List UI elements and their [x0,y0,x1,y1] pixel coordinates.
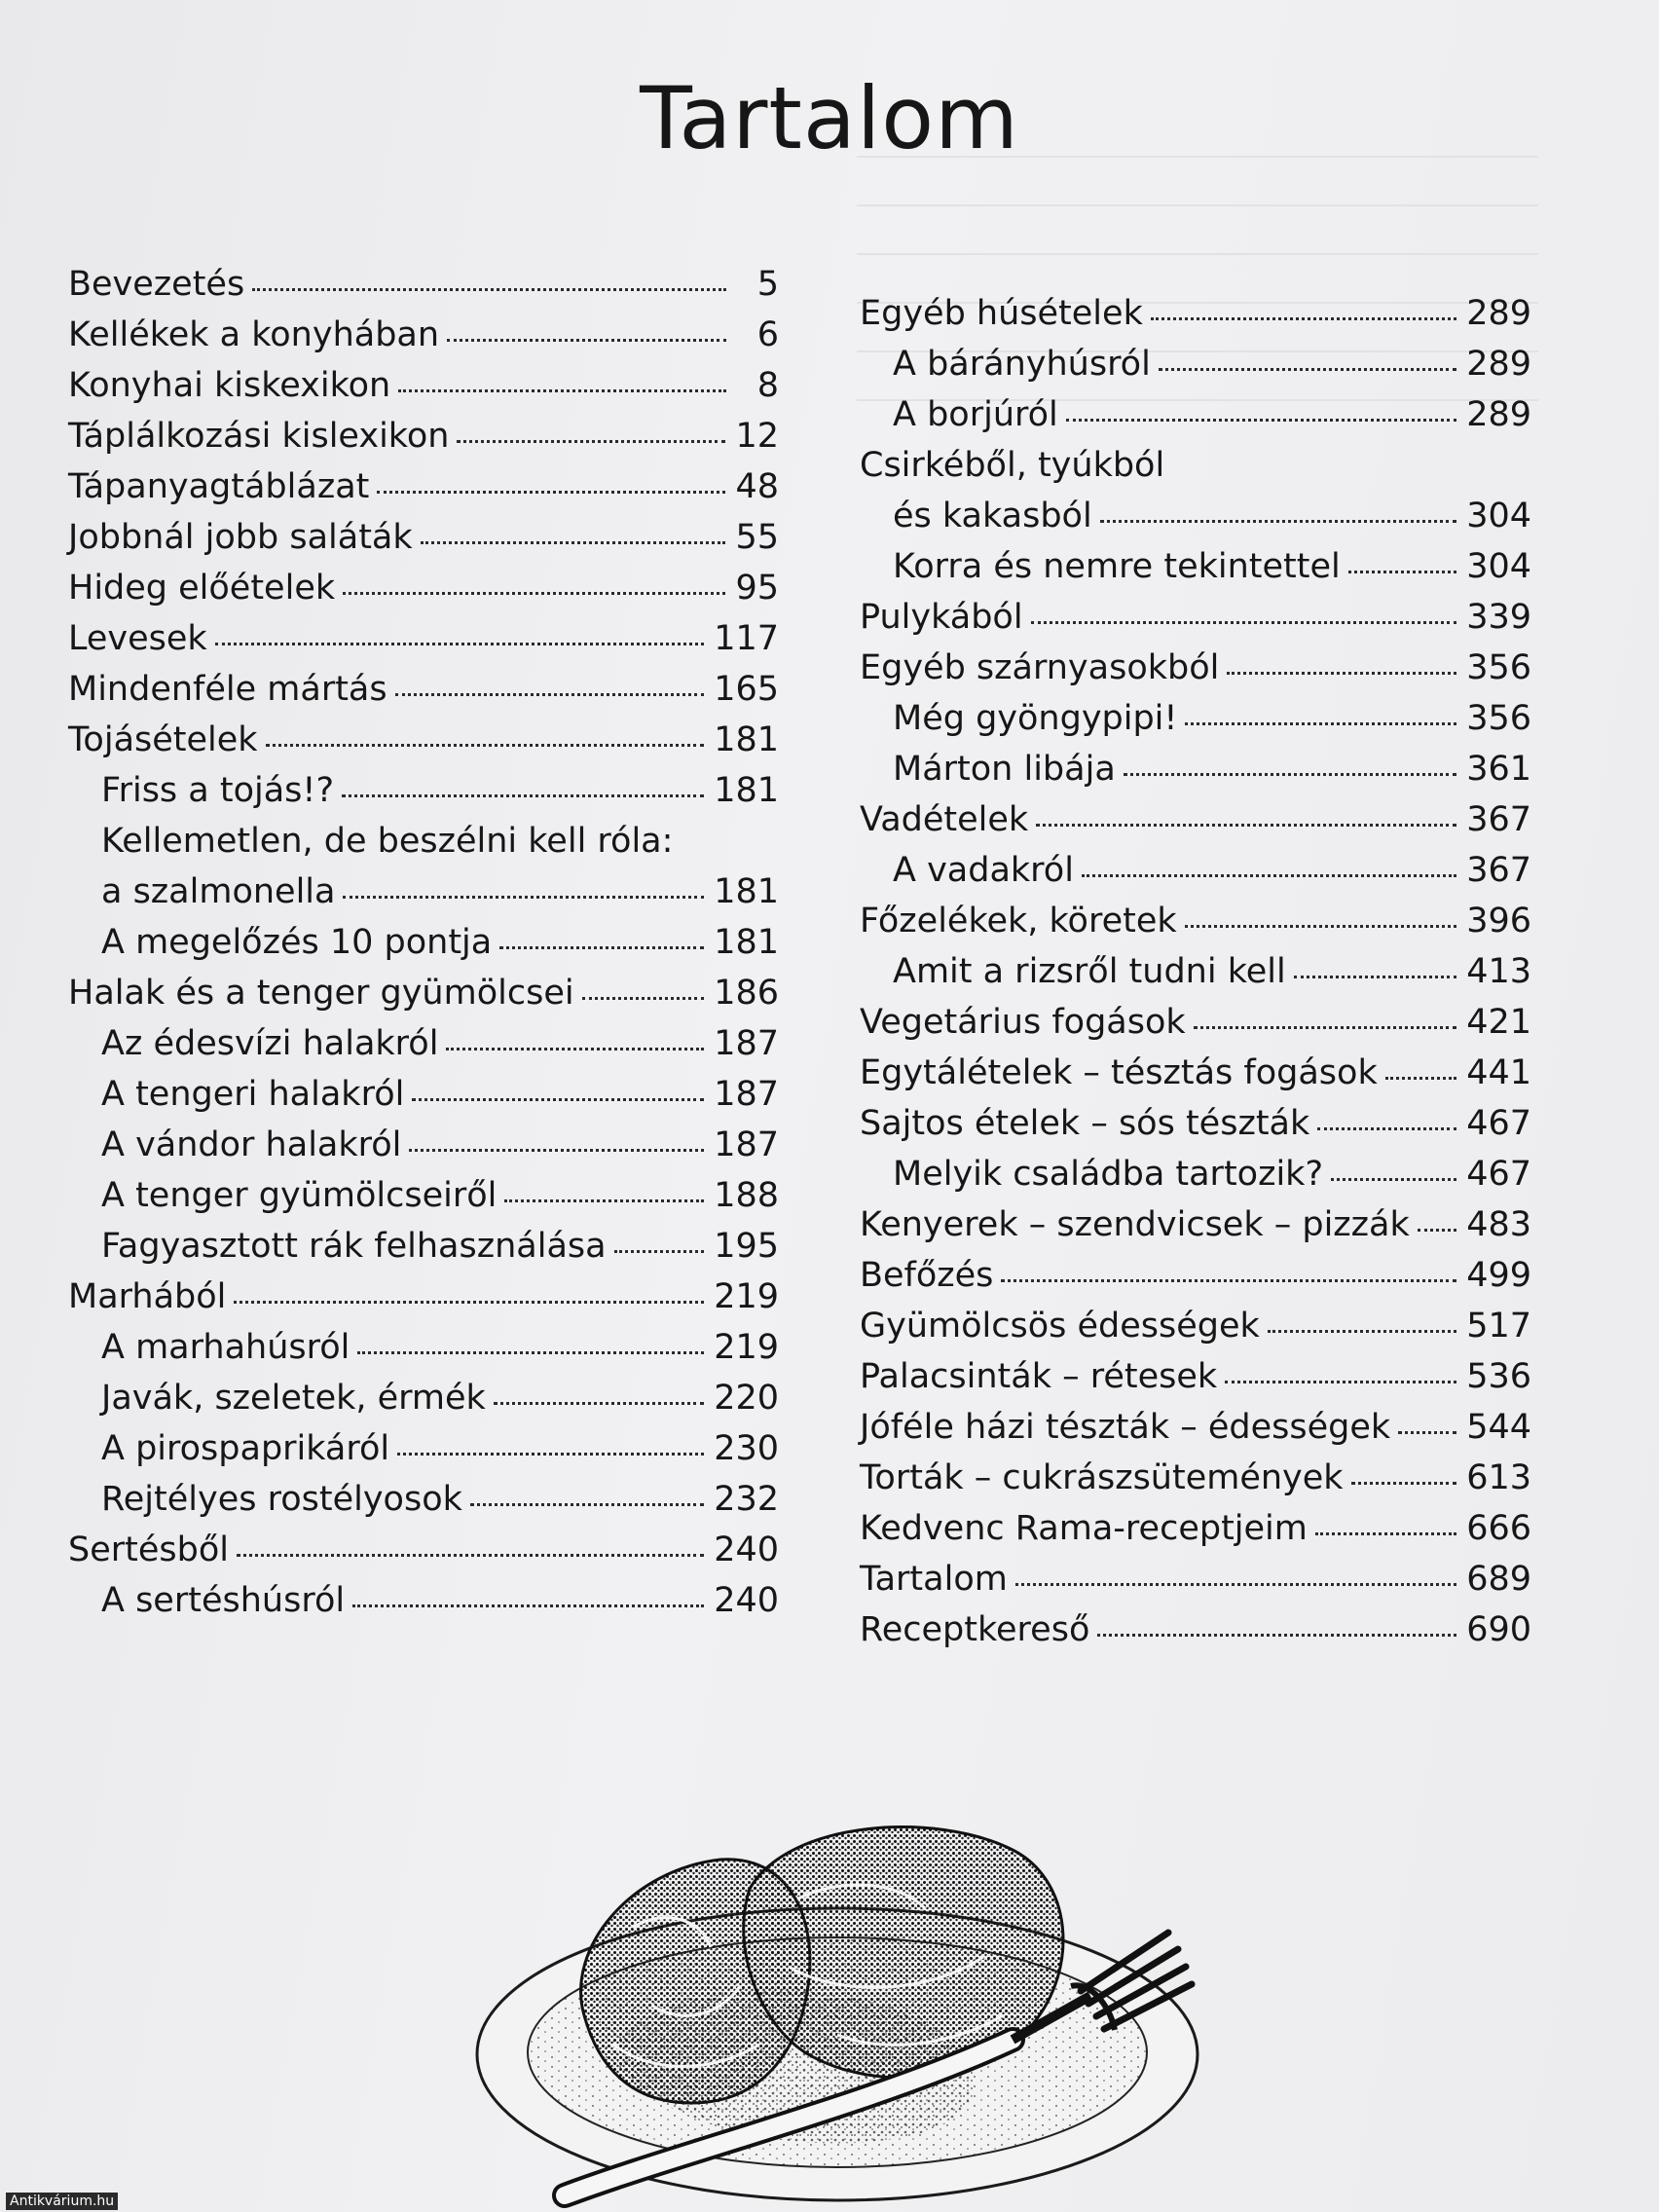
dot-leader [1001,1279,1456,1282]
dot-leader [457,440,725,443]
toc-entry [860,1402,1531,1453]
dot-leader [343,896,704,899]
toc-entry [68,1170,779,1221]
toc-entry [860,339,1531,389]
dot-leader [494,1402,704,1405]
toc-entry-page: 339 [1466,598,1531,637]
toc-entry-title: Bevezetés [68,265,245,304]
toc-entry-title: Receptkereső [860,1610,1090,1649]
toc-entry-title: Gyümölcsös édességek [860,1307,1260,1346]
toc-entry [860,541,1531,592]
dot-leader [352,1604,704,1607]
toc-entry-title: Tápanyagtáblázat [68,467,370,506]
toc-entry-page: 12 [735,417,779,456]
toc-entry-page: 536 [1466,1357,1531,1396]
dot-leader [1031,621,1457,624]
toc-entry [860,1149,1531,1199]
toc-entry-page: 165 [714,670,779,709]
dot-leader [1036,824,1456,827]
toc-entry [860,1453,1531,1503]
toc-entry-page: 304 [1466,547,1531,586]
toc-entry-title: Amit a rizsről tudni kell [893,952,1286,991]
toc-entry-title: Egyéb húsételek [860,294,1143,333]
toc-entry-title: Korra és nemre tekintettel [893,547,1341,586]
dot-leader [1082,874,1456,877]
toc-entry-title: Kedvenc Rama-receptjeim [860,1509,1308,1548]
dot-leader [1015,1583,1456,1586]
toc-entry-title: Vadételek [860,800,1029,839]
toc-entry [68,1525,779,1575]
dot-leader [234,1301,704,1304]
toc-entry [68,360,779,411]
toc-entry-page: 613 [1466,1458,1531,1497]
toc-entry [68,613,779,664]
toc-entry-page: 240 [714,1530,779,1569]
dot-leader [446,1048,704,1051]
toc-entry-title: Pulykából [860,598,1023,637]
toc-entry [860,1554,1531,1604]
toc-entry-page: 181 [714,771,779,810]
toc-entry-title: Sajtos ételek – sós tészták [860,1104,1310,1143]
toc-entry-page: 219 [714,1277,779,1316]
toc-entry-title: Táplálkozási kislexikon [68,417,450,456]
dot-leader [342,794,704,797]
dot-leader [1194,1026,1457,1029]
dot-leader [1268,1330,1456,1333]
toc-entry [68,866,779,917]
toc-entry-page: 181 [714,923,779,962]
toc-entry-title: A tenger gyümölcseiről [101,1176,498,1215]
toc-entry [68,1322,779,1373]
toc-entry-title: Melyik családba tartozik? [893,1155,1324,1194]
toc-entry [68,1423,779,1474]
toc-entry-title: a szalmonella [101,872,336,911]
toc-entry-page: 181 [714,872,779,911]
toc-entry [860,946,1531,997]
dot-leader [421,541,726,544]
toc-entry [68,1221,779,1272]
toc-entry-page: 421 [1466,1003,1531,1042]
toc-entry [860,1098,1531,1149]
toc-entry-page: 441 [1466,1053,1531,1092]
toc-entry-page: 117 [714,619,779,658]
toc-entry [68,715,779,765]
dot-leader [397,1453,704,1456]
toc-entry-title: Hideg előételek [68,569,336,608]
toc-entry-page: 356 [1466,699,1531,738]
dot-leader [1124,773,1456,776]
toc-entry [860,845,1531,896]
toc-entry-page: 467 [1466,1104,1531,1143]
dot-leader [1159,368,1456,371]
dot-leader [398,389,726,392]
toc-entry-title: Halak és a tenger gyümölcsei [68,974,574,1013]
toc-entry [860,997,1531,1048]
toc-entry-title: Egytálételek – tésztás fogások [860,1053,1378,1092]
dot-leader [357,1351,704,1354]
dot-leader [1398,1431,1456,1434]
dot-leader [1385,1077,1456,1080]
toc-entry-page: 544 [1466,1408,1531,1447]
toc-entry [68,411,779,461]
toc-entry [860,693,1531,744]
toc-entry-title: Sertésből [68,1530,229,1569]
toc-entry-title: Torták – cukrászsütemények [860,1458,1344,1497]
toc-entry [860,288,1531,339]
toc-entry-page: 232 [714,1480,779,1519]
toc-entry-title: Fagyasztott rák felhasználása [101,1227,607,1266]
toc-entry [68,816,779,866]
page-title: Tartalom [640,68,1019,168]
toc-entry-title: A borjúról [893,395,1058,434]
dot-leader [1348,571,1456,573]
toc-entry-page: 48 [735,467,779,506]
toc-entry [860,1503,1531,1554]
toc-entry-title: Palacsinták – rétesek [860,1357,1218,1396]
toc-entry-title: Konyhai kiskexikon [68,366,391,405]
toc-entry-page: 517 [1466,1307,1531,1346]
toc-entry [860,794,1531,845]
toc-entry-title: és kakasból [893,497,1092,535]
toc-entry-page: 187 [714,1075,779,1114]
toc-entry-page: 666 [1466,1509,1531,1548]
toc-entry-title: Marhából [68,1277,227,1316]
toc-entry-title: Mindenféle mártás [68,670,387,709]
dot-leader [1418,1229,1456,1232]
toc-entry [68,259,779,310]
toc-entry-page: 289 [1466,294,1531,333]
toc-entry [68,664,779,715]
toc-entry-page: 304 [1466,497,1531,535]
dot-leader [447,339,726,342]
toc-entry-title: Kenyerek – szendvicsek – pizzák [860,1205,1410,1244]
toc-entry-page: 181 [714,720,779,759]
toc-entry-title: Jobbnál jobb saláták [68,518,413,557]
dot-leader [266,744,705,747]
dot-leader [1351,1482,1457,1485]
toc-entry [860,1250,1531,1301]
toc-entry-page: 220 [714,1379,779,1418]
dot-leader [1227,672,1456,675]
toc-entry-page: 289 [1466,345,1531,384]
dot-leader [1225,1381,1456,1383]
toc-entry-title: Főzelékek, köretek [860,902,1177,940]
toc-entry-title: Tojásételek [68,720,258,759]
dot-leader [582,997,705,1000]
dot-leader [504,1199,704,1202]
toc-entry-page: 689 [1466,1560,1531,1599]
toc-entry [860,389,1531,440]
toc-entry-page: 361 [1466,750,1531,789]
toc-entry-page: 396 [1466,902,1531,940]
toc-entry [860,592,1531,643]
plate-illustration [467,1811,1207,2212]
toc-entry-title: Tartalom [860,1560,1008,1599]
toc-entry-title: Jóféle házi tészták – édességek [860,1408,1391,1447]
dot-leader [412,1098,704,1101]
toc-entry [68,1272,779,1322]
toc-entry-page: 367 [1466,800,1531,839]
toc-entry [68,461,779,512]
dot-leader [409,1149,704,1152]
toc-entry [68,917,779,968]
toc-entry-page: 195 [714,1227,779,1266]
toc-entry-page: 289 [1466,395,1531,434]
toc-entry-title: A vadakról [893,851,1074,890]
toc-entry [68,1120,779,1170]
dot-leader [1100,520,1457,523]
toc-entry-title: A vándor halakról [101,1125,402,1164]
toc-entry-page: 467 [1466,1155,1531,1194]
dot-leader [1315,1532,1456,1535]
toc-entry-page: 367 [1466,851,1531,890]
toc-entry [68,968,779,1018]
toc-entry [68,1575,779,1626]
toc-entry-page: 230 [714,1429,779,1468]
toc-entry-page: 8 [756,366,779,405]
toc-entry-page: 187 [714,1024,779,1063]
toc-entry-page: 240 [714,1581,779,1620]
toc-entry-title: A bárányhúsról [893,345,1151,384]
toc-entry [860,440,1531,491]
toc-entry-page: 186 [714,974,779,1013]
toc-entry [860,1604,1531,1655]
toc-entry-page: 219 [714,1328,779,1367]
toc-entry-title: Kellemetlen, de beszélni kell róla: [101,822,674,861]
toc-entry [860,643,1531,693]
toc-entry-page: 356 [1466,648,1531,687]
toc-entry-page: 413 [1466,952,1531,991]
toc-entry [860,744,1531,794]
toc-entry-page: 188 [714,1176,779,1215]
toc-entry-page: 187 [714,1125,779,1164]
toc-entry [68,765,779,816]
toc-entry-page: 690 [1466,1610,1531,1649]
dot-leader [252,288,726,291]
toc-entry [860,1199,1531,1250]
toc-entry-title: Befőzés [860,1256,994,1295]
toc-entry [860,491,1531,541]
toc-entry-title: A pirospaprikáról [101,1429,390,1468]
toc-entry-title: Levesek [68,619,207,658]
toc-entry-title: A sertéshúsról [101,1581,346,1620]
dot-leader [237,1554,704,1557]
dot-leader [470,1503,704,1506]
watermark: Antikvárium.hu [6,2193,118,2210]
dot-leader [343,592,725,595]
toc-entry [68,512,779,563]
toc-entry-title: Vegetárius fogások [860,1003,1186,1042]
dot-leader [614,1250,705,1253]
toc-entry-title: Friss a tojás!? [101,771,335,810]
toc-entry-page: 499 [1466,1256,1531,1295]
toc-entry [68,310,779,360]
toc-entry [68,1373,779,1423]
dot-leader [215,643,704,645]
toc-right-column [860,288,1531,1655]
toc-entry-title: Még gyöngypipi! [893,699,1178,738]
toc-entry-page: 483 [1466,1205,1531,1244]
toc-entry [68,1069,779,1120]
dot-leader [377,491,725,494]
dot-leader [1185,925,1457,928]
toc-entry-title: A megelőzés 10 pontja [101,923,493,962]
toc-entry [68,1474,779,1525]
toc-entry [68,1018,779,1069]
toc-entry-title: Javák, szeletek, érmék [101,1379,486,1418]
toc-entry-page: 55 [735,518,779,557]
toc-entry-title: Egyéb szárnyasokból [860,648,1220,687]
dot-leader [395,693,705,696]
toc-entry [860,896,1531,946]
dot-leader [1185,722,1456,725]
toc-entry-title: Márton libája [893,750,1116,789]
toc-entry-page: 6 [756,315,779,354]
dot-leader [1331,1178,1456,1181]
toc-entry [68,563,779,613]
toc-entry-title: Az édesvízi halakról [101,1024,439,1063]
toc-entry-title: Kellékek a konyhában [68,315,440,354]
dot-leader [1066,419,1456,422]
toc-entry [860,1048,1531,1098]
dot-leader [499,946,704,949]
dot-leader [1097,1634,1456,1637]
dot-leader [1317,1127,1456,1130]
toc-entry-title: Rejtélyes rostélyosok [101,1480,462,1519]
toc-entry [860,1301,1531,1351]
toc-left-column [68,259,779,1626]
toc-entry-title: A marhahúsról [101,1328,350,1367]
toc-entry-page: 95 [735,569,779,608]
dot-leader [1294,976,1456,978]
toc-entry-title: Csirkéből, tyúkból [860,446,1165,485]
toc-entry-title: A tengeri halakról [101,1075,405,1114]
toc-entry-page: 5 [756,265,779,304]
dot-leader [1151,317,1456,320]
toc-entry [860,1351,1531,1402]
